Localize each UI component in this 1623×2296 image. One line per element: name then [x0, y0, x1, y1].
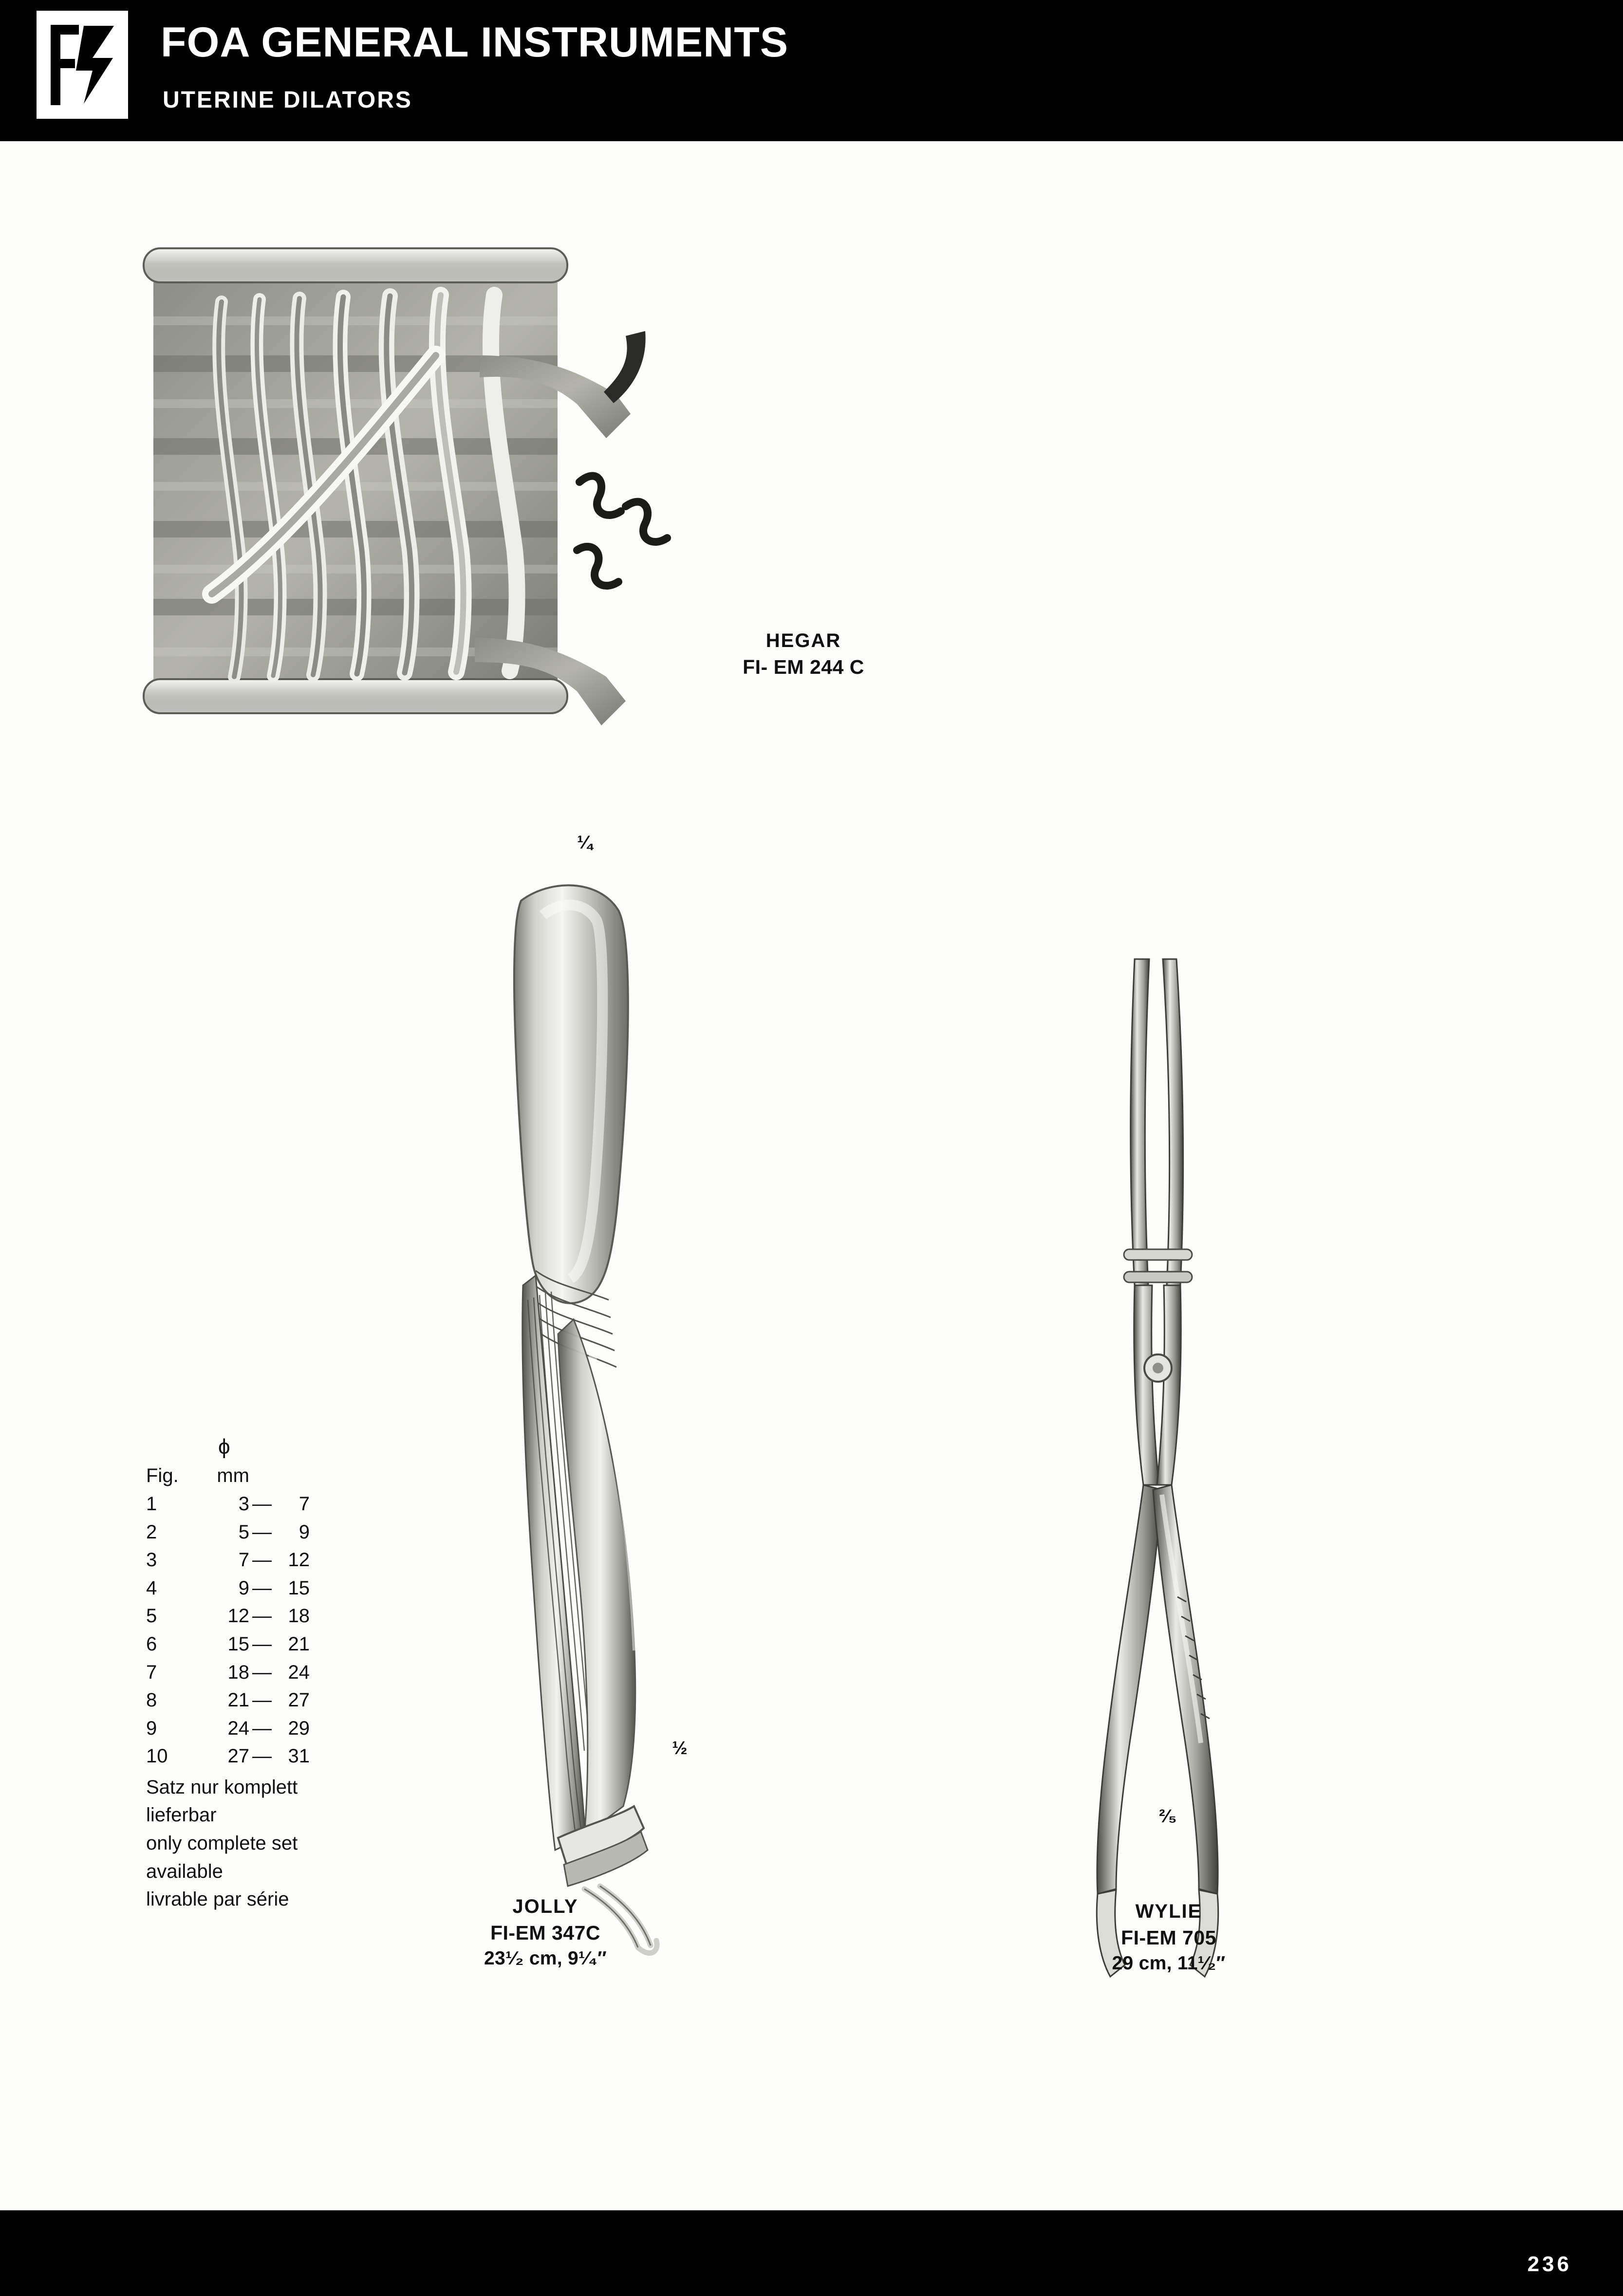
table-row — [146, 1546, 310, 1574]
jolly-size: 23¹⁄₂ cm, 9¹⁄₄″ — [484, 1947, 607, 1969]
wylie-code: FI-EM 705 — [1121, 1926, 1216, 1949]
spec-dash: — — [252, 1493, 272, 1515]
spec-to: 29 — [288, 1717, 310, 1739]
section-title: UTERINE DILATORS — [163, 87, 412, 113]
jolly-name: JOLLY — [512, 1896, 578, 1917]
spec-dash: — — [252, 1577, 272, 1599]
spec-dash: — — [252, 1689, 272, 1711]
spec-from: 7 — [238, 1549, 249, 1571]
jolly-code: FI-EM 347C — [490, 1921, 600, 1944]
table-row — [146, 1518, 310, 1547]
table-row — [146, 1686, 310, 1715]
wylie-uterine-dilator-forceps-photo — [1062, 949, 1266, 2020]
table-row — [146, 1574, 310, 1603]
spec-dash: — — [252, 1745, 272, 1767]
spec-from: 21 — [227, 1689, 249, 1711]
wylie-caption — [1018, 1899, 1320, 1976]
page-header — [0, 0, 1623, 141]
hegar-caption — [667, 628, 940, 680]
spec-header-mm: mm — [217, 1465, 249, 1487]
page-number: 236 — [1527, 2252, 1572, 2276]
spec-from: 27 — [227, 1745, 249, 1767]
spec-fig: 9 — [146, 1717, 157, 1739]
jolly-uterine-dilator-photo — [463, 881, 716, 2040]
spec-note-line: lieferbar — [146, 1804, 217, 1826]
table-row — [146, 1490, 310, 1518]
spec-from: 5 — [238, 1521, 249, 1543]
spec-fig: 7 — [146, 1661, 157, 1683]
spec-fig: 8 — [146, 1689, 157, 1711]
spec-fig: 10 — [146, 1745, 168, 1767]
spec-to: 27 — [288, 1689, 310, 1711]
spec-from: 18 — [227, 1661, 249, 1683]
spec-from: 12 — [227, 1605, 249, 1627]
wylie-scale-label: ²⁄₅ — [1159, 1806, 1177, 1827]
spec-from: 3 — [238, 1493, 249, 1515]
spec-fig: 4 — [146, 1577, 157, 1599]
table-row — [146, 1742, 310, 1771]
foa-lightning-logo-icon — [37, 11, 128, 119]
spec-dash: — — [252, 1521, 272, 1543]
wylie-size: 29 cm, 11¹⁄₂″ — [1112, 1952, 1226, 1974]
page-sheet — [0, 141, 1623, 2210]
spec-dash: — — [252, 1549, 272, 1571]
spec-table-header — [146, 1462, 310, 1490]
hegar-scale-label: ¼ — [577, 833, 593, 853]
hegar-dilator-set-in-roll-case-photo — [139, 209, 684, 769]
spec-fig: 1 — [146, 1493, 157, 1515]
spec-from: 15 — [227, 1633, 249, 1655]
spec-note-line: livrable par série — [146, 1889, 289, 1910]
spec-fig: 3 — [146, 1549, 157, 1571]
spec-from: 9 — [238, 1577, 249, 1599]
jolly-scale-label: ½ — [672, 1738, 688, 1759]
spec-to: 21 — [288, 1633, 310, 1655]
spec-to: 12 — [288, 1549, 310, 1571]
diameter-symbol: ϕ — [218, 1435, 231, 1459]
hegar-name: HEGAR — [765, 630, 841, 651]
spec-to: 24 — [288, 1661, 310, 1683]
spec-note-line: Satz nur komplett — [146, 1776, 298, 1798]
spec-to: 9 — [298, 1521, 310, 1543]
spec-from: 24 — [227, 1717, 249, 1739]
table-row — [146, 1659, 310, 1687]
hegar-code: FI- EM 244 C — [743, 655, 864, 678]
spec-note-line: only complete set — [146, 1833, 298, 1854]
wylie-name: WYLIE — [1135, 1901, 1202, 1922]
page-title: FOA GENERAL INSTRUMENTS — [161, 19, 789, 66]
spec-note-line: available — [146, 1860, 223, 1882]
spec-dash: — — [252, 1661, 272, 1683]
spec-header-fig: Fig. — [146, 1465, 179, 1487]
spec-to: 18 — [288, 1605, 310, 1627]
size-spec-table — [146, 1431, 310, 1914]
spec-to: 15 — [288, 1577, 310, 1599]
spec-dash: — — [252, 1633, 272, 1655]
spec-to: 7 — [298, 1493, 310, 1515]
spec-dash: — — [252, 1717, 272, 1739]
spec-fig: 5 — [146, 1605, 157, 1627]
spec-notes — [146, 1774, 310, 1914]
table-row — [146, 1630, 310, 1659]
spec-fig: 2 — [146, 1521, 157, 1543]
table-row — [146, 1602, 310, 1630]
spec-dash: — — [252, 1605, 272, 1627]
table-row — [146, 1715, 310, 1743]
spec-to: 31 — [288, 1745, 310, 1767]
spec-fig: 6 — [146, 1633, 157, 1655]
jolly-caption — [390, 1894, 701, 1971]
